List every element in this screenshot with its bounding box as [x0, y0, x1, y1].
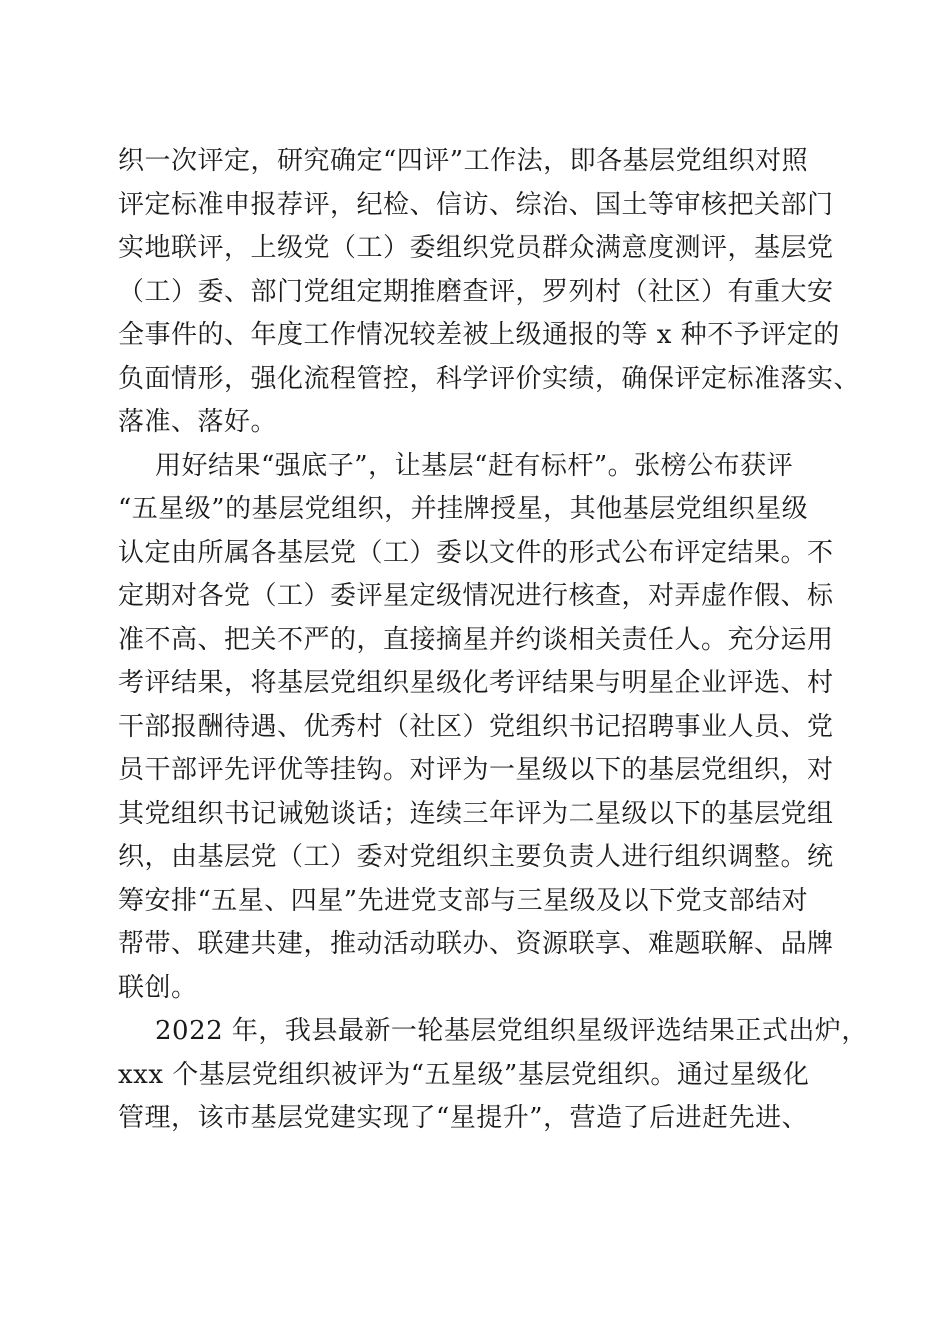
text-line: 干部报酬待遇、优秀村（社区）党组织书记招聘事业人员、党 — [118, 711, 834, 742]
text-line: 管理，该市基层党建实现了“星提升”，营造了后进赶先进、 — [118, 1103, 809, 1133]
text-line: 考评结果，将基层党组织星级化考评结果与明星企业评选、村 — [118, 668, 834, 698]
text-line: 评定标准申报荐评，纪检、信访、综治、国土等审核把关部门 — [118, 189, 834, 220]
text-line: 织一次评定，研究确定“四评”工作法，即各基层党组织对照 — [118, 146, 809, 176]
text-line: 落准、落好。 — [118, 407, 278, 437]
text-line: 全事件的、年度工作情况较差被上级通报的等 x 种不予评定的 — [118, 320, 840, 350]
text-line: 准不高、把关不严的，直接摘星并约谈相关责任人。充分运用 — [118, 624, 834, 655]
text-line: 其党组织书记诫勉谈话；连续三年评为二星级以下的基层党组 — [118, 798, 834, 829]
paragraph-first-line: 用好结果“强底子”，让基层“赶有标杆”。张榜公布获评 — [155, 450, 794, 481]
text-line: 员干部评先评优等挂钩。对评为一星级以下的基层党组织，对 — [118, 755, 834, 785]
text-line: （工）委、部门党组定期推磨查评，罗列村（社区）有重大安 — [118, 276, 834, 307]
text-line: 帮带、联建共建，推动活动联办、资源联享、难题联解、品牌 — [118, 929, 834, 959]
body-text — [118, 140, 868, 1141]
text-line: 认定由所属各基层党（工）委以文件的形式公布评定结果。不 — [118, 537, 834, 568]
text-line: “五星级”的基层党组织，并挂牌授星，其他基层党组织星级 — [118, 494, 809, 524]
text-line: xxx 个基层党组织被评为“五星级”基层党组织。通过星级化 — [118, 1059, 810, 1090]
text-line: 实地联评，上级党（工）委组织党员群众满意度测评，基层党 — [118, 233, 834, 263]
paragraph-first-line: 2022 年，我县最新一轮基层党组织星级评选结果正式出炉， — [155, 1016, 868, 1046]
text-line: 定期对各党（工）委评星定级情况进行核查，对弄虚作假、标 — [118, 581, 834, 611]
text-line: 筹安排“五星、四星”先进党支部与三星级及以下党支部结对 — [118, 885, 809, 916]
text-line: 负面情形，强化流程管控，科学评价实绩，确保评定标准落实、 — [118, 363, 861, 394]
text-line: 织，由基层党（工）委对党组织主要负责人进行组织调整。统 — [118, 842, 834, 872]
text-line: 联创。 — [118, 972, 198, 1003]
